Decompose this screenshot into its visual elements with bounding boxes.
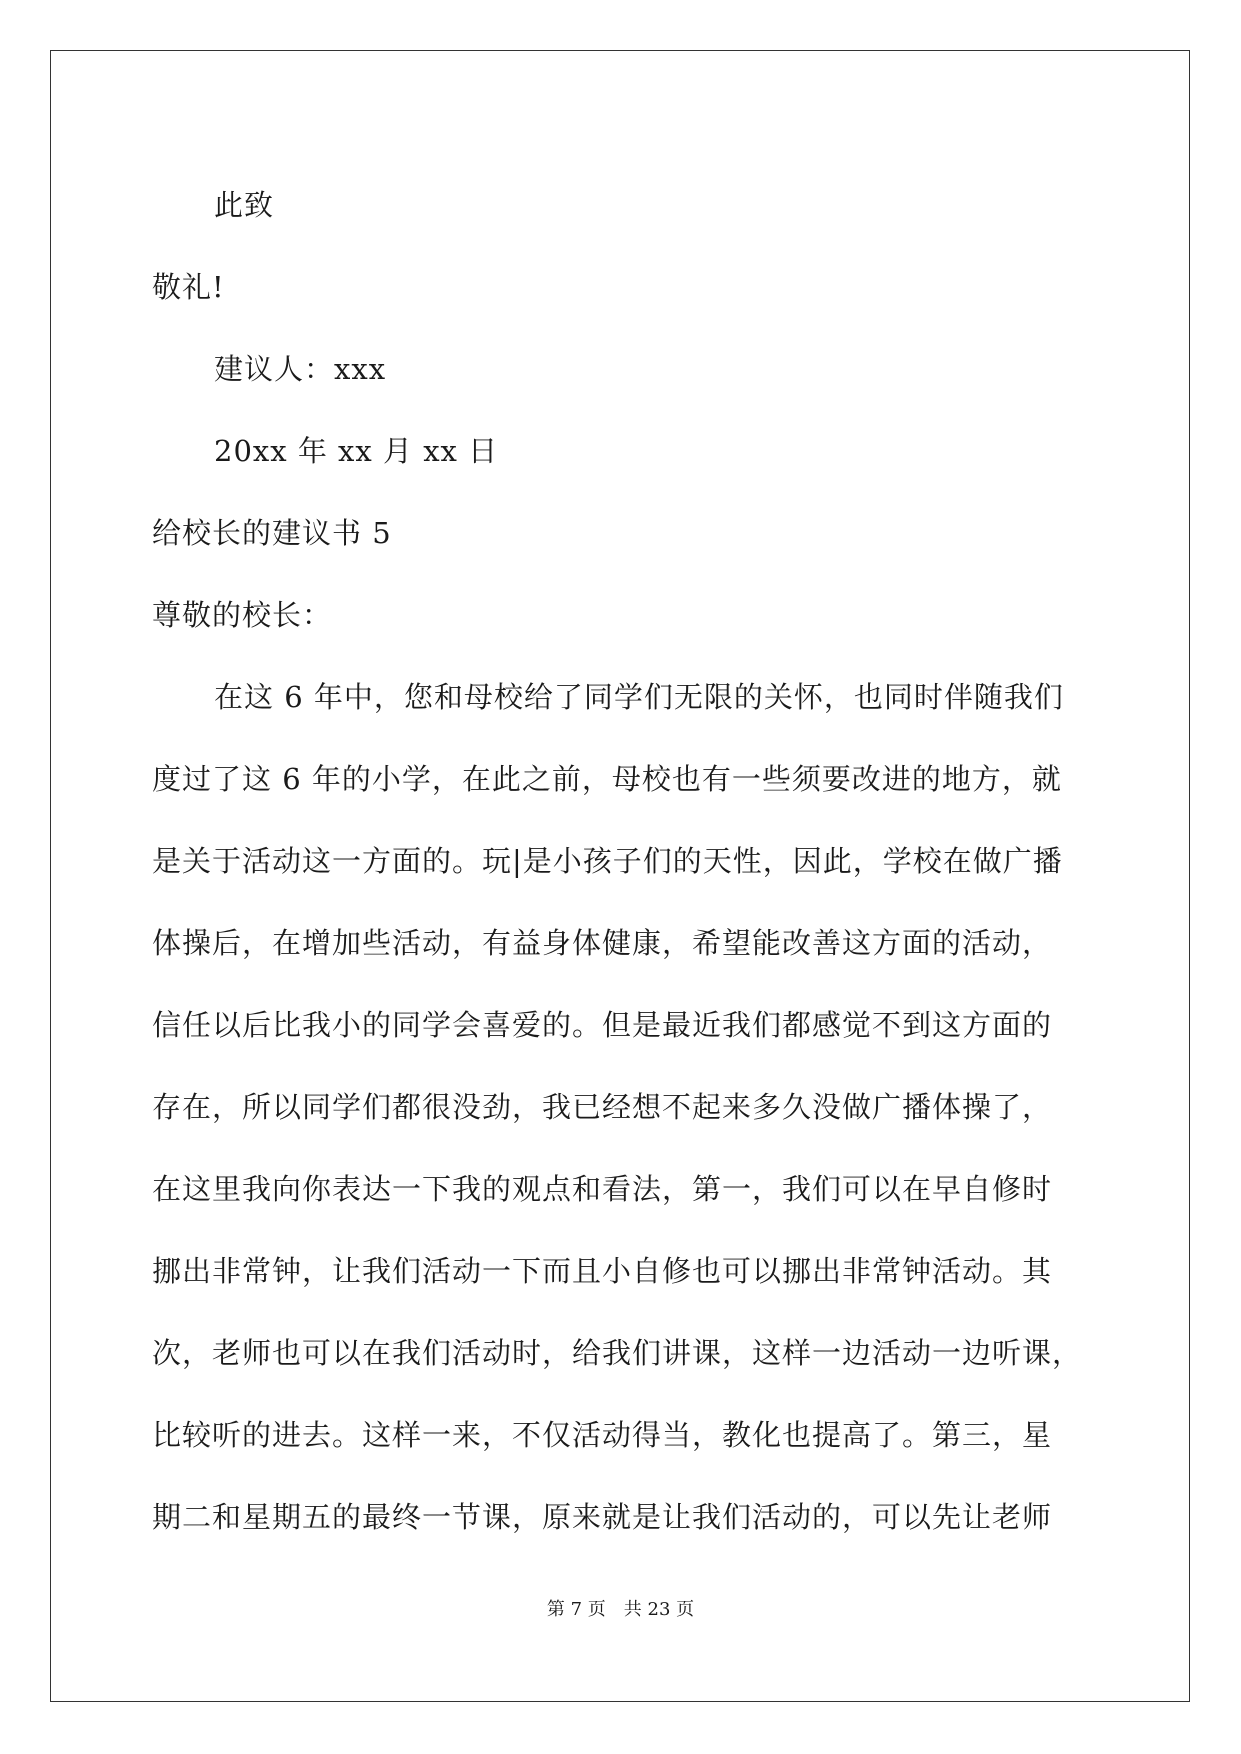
document-body: [152, 164, 1112, 1558]
page-number-footer: 第 7 页 共 23 页: [546, 1599, 695, 1620]
paragraph-line: 存在，所以同学们都很没劲，我已经想不起来多久没做广播体操了，: [152, 1090, 1053, 1124]
paragraph-line: 期二和星期五的最终一节课，原来就是让我们活动的，可以先让老师: [152, 1500, 1053, 1534]
paragraph-line: 比较听的进去。这样一来，不仅活动得当，教化也提高了。第三，星: [152, 1418, 1053, 1452]
closing-regards: 敬礼!: [152, 270, 225, 304]
paragraph-line: 在这里我向你表达一下我的观点和看法，第一，我们可以在早自修时: [152, 1172, 1053, 1206]
signature-line: 建议人：xxx: [214, 352, 387, 386]
section-title: 给校长的建议书 5: [152, 516, 392, 550]
paragraph-line: 在这 6 年中，您和母校给了同学们无限的关怀，也同时伴随我们: [214, 680, 1064, 714]
greeting-line: 尊敬的校长：: [152, 598, 333, 632]
paragraph-line: 信任以后比我小的同学会喜爱的。但是最近我们都感觉不到这方面的: [152, 1008, 1053, 1042]
paragraph-line: 是关于活动这一方面的。玩|是小孩子们的天性，因此，学校在做广播: [152, 844, 1063, 878]
paragraph-line: 体操后，在增加些活动，有益身体健康，希望能改善这方面的活动，: [152, 926, 1053, 960]
paragraph-line: 次，老师也可以在我们活动时，给我们讲课，这样一边活动一边听课，: [152, 1336, 1083, 1370]
paragraph-line: 挪出非常钟，让我们活动一下而且小自修也可以挪出非常钟活动。其: [152, 1254, 1053, 1288]
closing-salutation: 此致: [214, 188, 275, 222]
date-line: 20xx 年 xx 月 xx 日: [214, 434, 499, 468]
paragraph-line: 度过了这 6 年的小学，在此之前，母校也有一些须要改进的地方，就: [152, 762, 1062, 796]
